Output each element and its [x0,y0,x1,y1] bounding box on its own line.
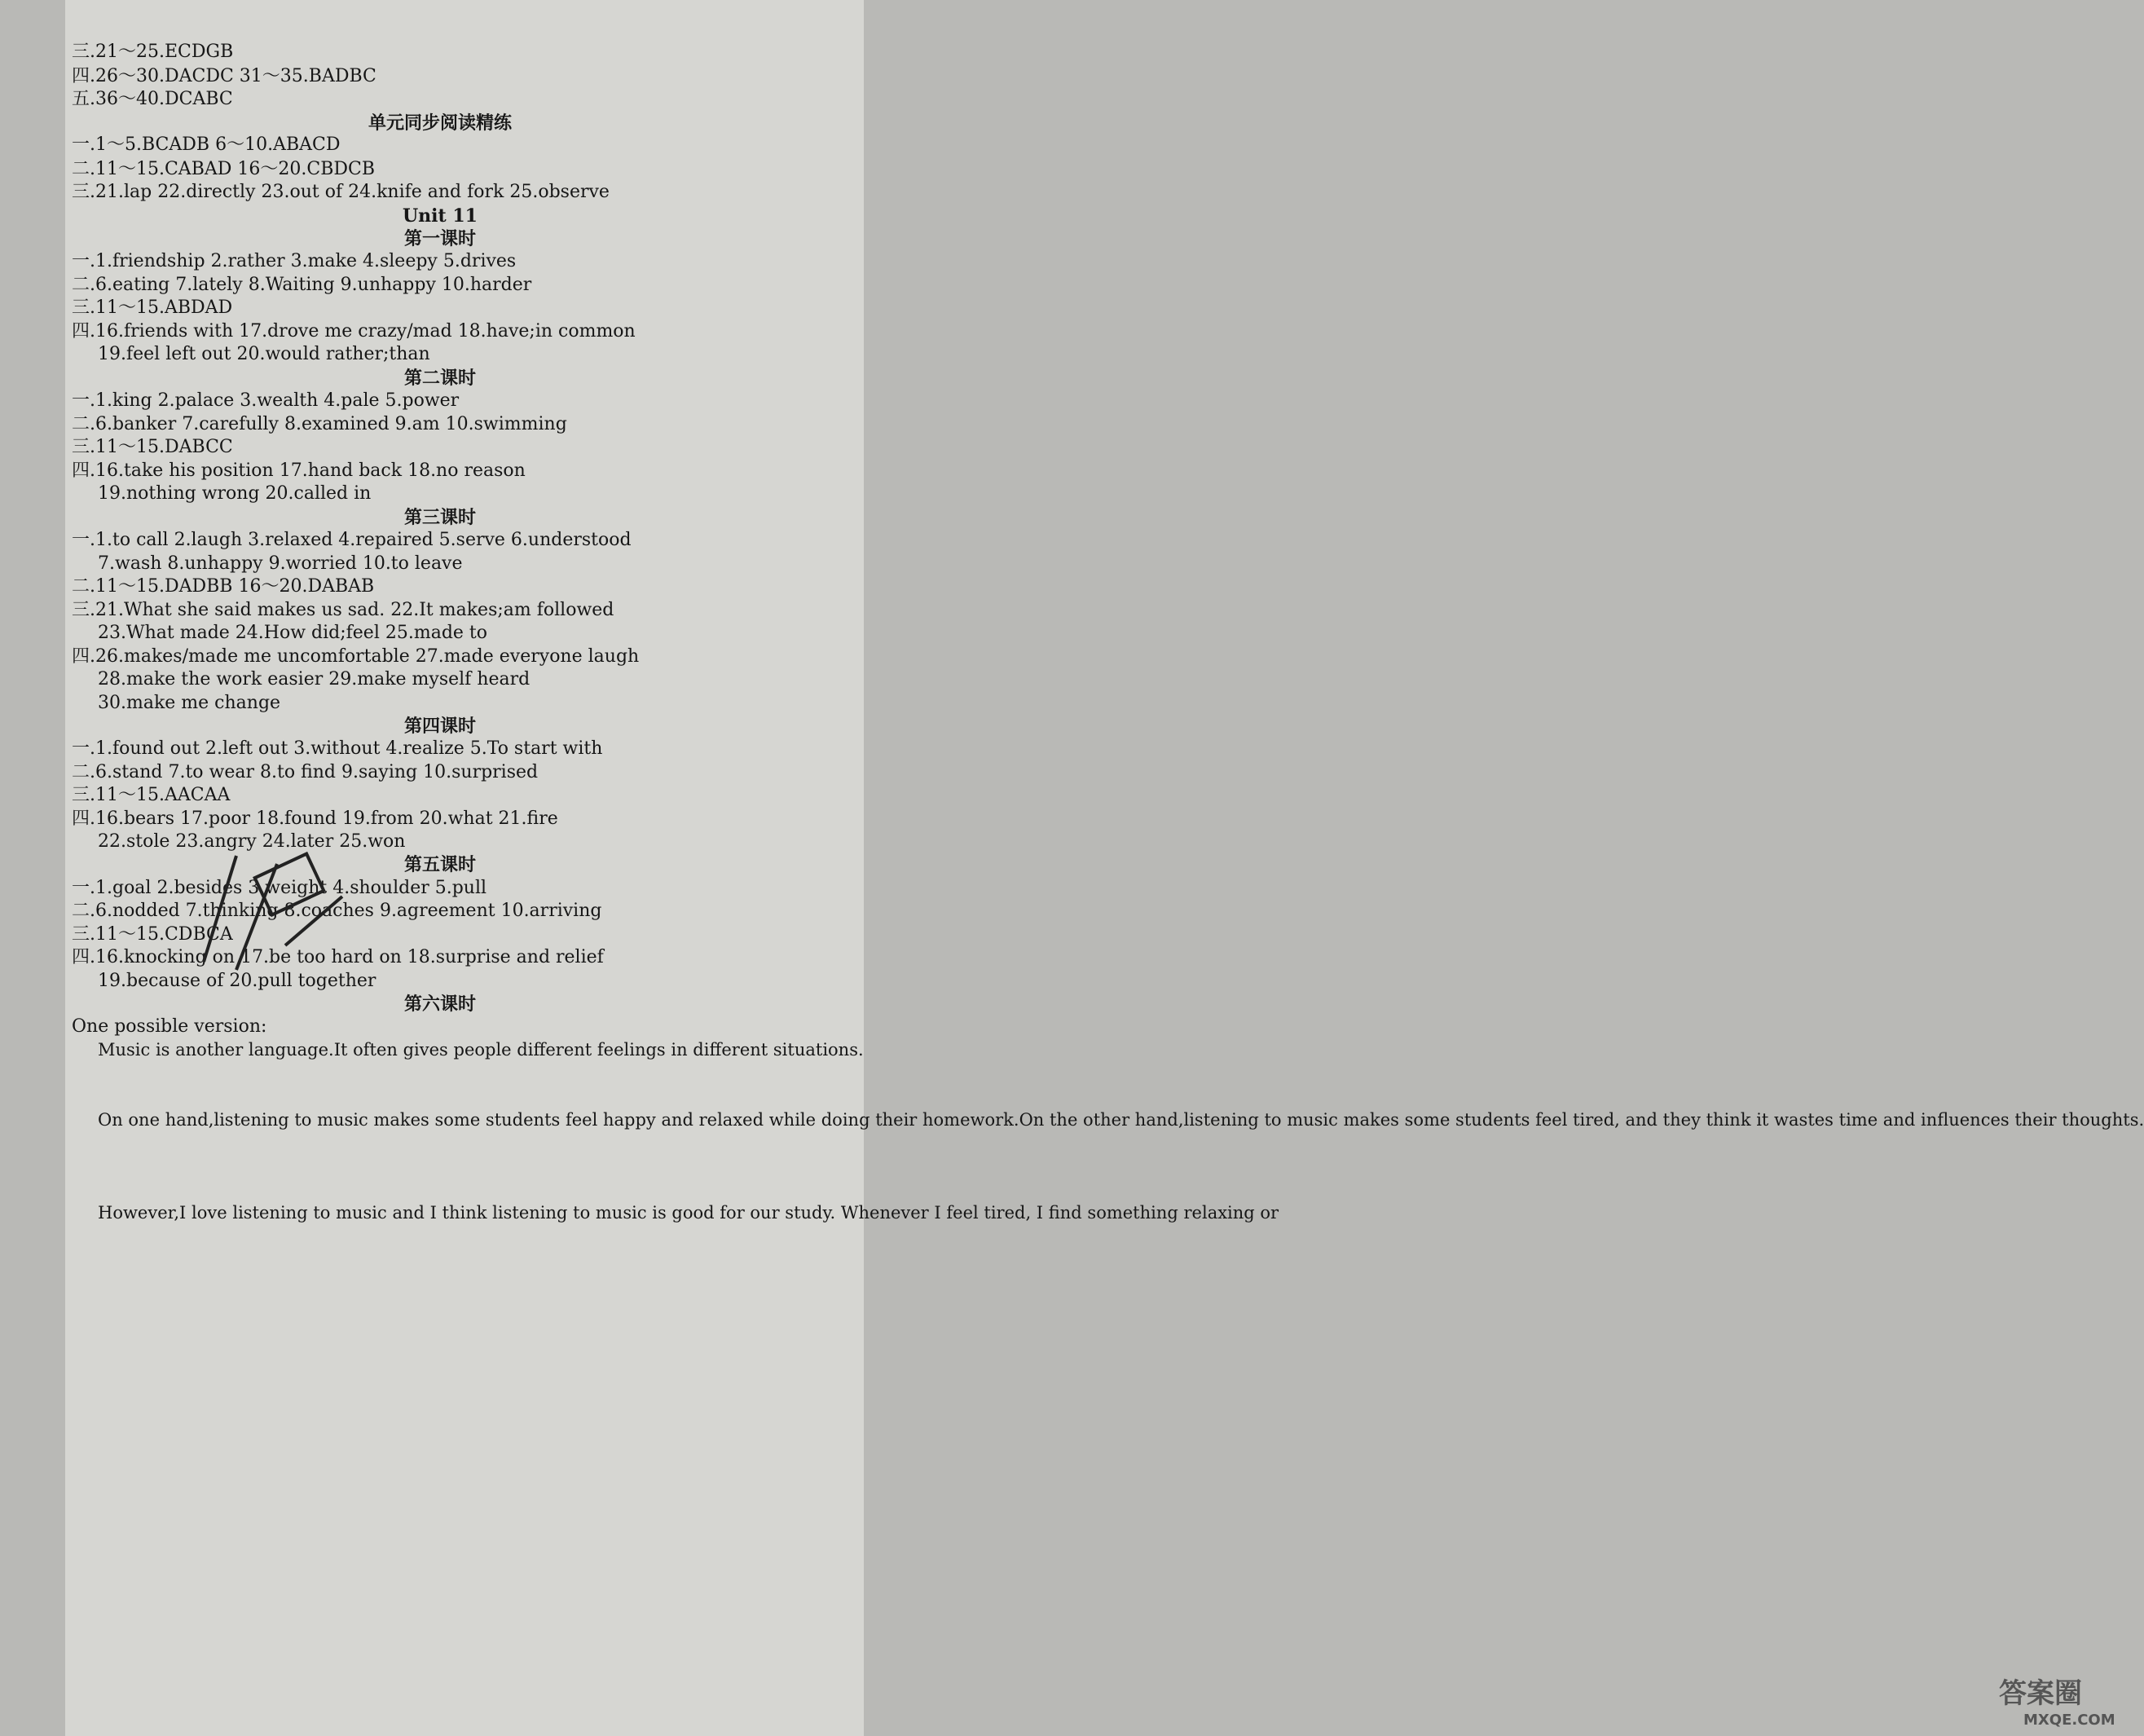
answer-line: 二.6.nodded 7.thinking 8.coaches 9.agreement 10.arriving [72,901,602,921]
answer-line: 四.16.bears 17.poor 18.found 19.from 20.what 21.fire [72,809,558,829]
answer-line: 28.make the work easier 29.make myself heard [98,669,530,690]
essay-paragraph-2: On one hand,listening to music makes some students feel happy and relaxed while doing their homework.On the other hand,listening to music makes some students feel tired, and they think it wastes time and influences their thoughts. [98,1110,2144,1130]
svg-text:MXQE.COM: MXQE.COM [2023,1712,2115,1729]
section-heading: 第五课时 [403,854,476,875]
answer-line: 四.16.knocking on 17.be too hard on 18.surprise and relief [72,947,604,967]
answer-line: 三.11～15.CDBCA [72,924,233,945]
section-heading: Unit 11 [403,205,478,227]
answer-line: 三.21.lap 22.directly 23.out of 24.knife and fork 25.observe [72,182,610,202]
answer-line: 一.1～5.BCADB 6～10.ABACD [72,134,341,155]
essay-paragraph-3: However,I love listening to music and I think listening to music is good for our study. Whenever I feel tired, I find something relaxing or [98,1203,1279,1223]
answer-line: 一.1.to call 2.laugh 3.relaxed 4.repaired 5.serve 6.understood [72,530,632,550]
answer-line: 三.11～15.AACAA [72,785,231,805]
answer-line: 一.1.friendship 2.rather 3.make 4.sleepy 5.drives [72,251,517,271]
answer-line: 一.1.found out 2.left out 3.without 4.realize 5.To start with [72,738,603,759]
answer-circle-logo [1991,1666,2137,1731]
section-heading: 第三课时 [403,507,476,528]
answer-line: 四.16.take his position 17.hand back 18.no reason [72,460,526,481]
section-heading: 第四课时 [403,716,476,737]
section-heading: 单元同步阅读精练 [368,112,512,134]
answer-line: 三.21～25.ECDGB [72,42,234,62]
svg-text:答案圈: 答案圈 [1999,1677,2082,1710]
answer-line: 一.1.king 2.palace 3.wealth 4.pale 5.power [72,390,460,411]
section-heading: 第一课时 [403,228,476,249]
answer-line: 三.11～15.DABCC [72,437,233,457]
section-heading: 第二课时 [403,368,476,389]
answer-line: 二.6.stand 7.to wear 8.to find 9.saying 10.surprised [72,762,539,782]
answer-line: 30.make me change [98,693,281,713]
essay-paragraph-1: Music is another language.It often gives people different feelings in different situations. [98,1040,864,1060]
answer-line: 一.1.goal 2.besides 3.weight 4.shoulder 5.pull [72,878,487,898]
answer-line: 二.11～15.CABAD 16～20.CBDCB [72,159,376,179]
answer-line: 三.21.What she said makes us sad. 22.It makes;am followed [72,600,614,620]
answer-line: 23.What made 24.How did;feel 25.made to [98,623,488,643]
answer-line: 二.6.eating 7.lately 8.Waiting 9.unhappy 10.harder [72,275,532,295]
answer-line: 7.wash 8.unhappy 9.worried 10.to leave [98,553,463,574]
answer-line: 19.nothing wrong 20.called in [98,483,372,504]
section-heading: 第六课时 [403,994,476,1015]
answer-line: 三.11～15.ABDAD [72,297,233,318]
answer-line: 四.16.friends with 17.drove me crazy/mad 18.have;in common [72,321,636,341]
answer-line: 二.11～15.DADBB 16～20.DABAB [72,576,375,597]
answer-line: 四.26.makes/made me uncomfortable 27.made everyone laugh [72,646,640,667]
essay-intro: One possible version: [72,1016,267,1037]
answer-line: 19.because of 20.pull together [98,971,376,991]
answer-line: 五.36～40.DCABC [72,89,233,109]
answer-line: 22.stole 23.angry 24.later 25.won [98,831,406,852]
answer-line: 二.6.banker 7.carefully 8.examined 9.am 10.swimming [72,414,567,434]
answer-line: 四.26～30.DACDC 31～35.BADBC [72,66,376,86]
answer-line: 19.feel left out 20.would rather;than [98,344,430,364]
